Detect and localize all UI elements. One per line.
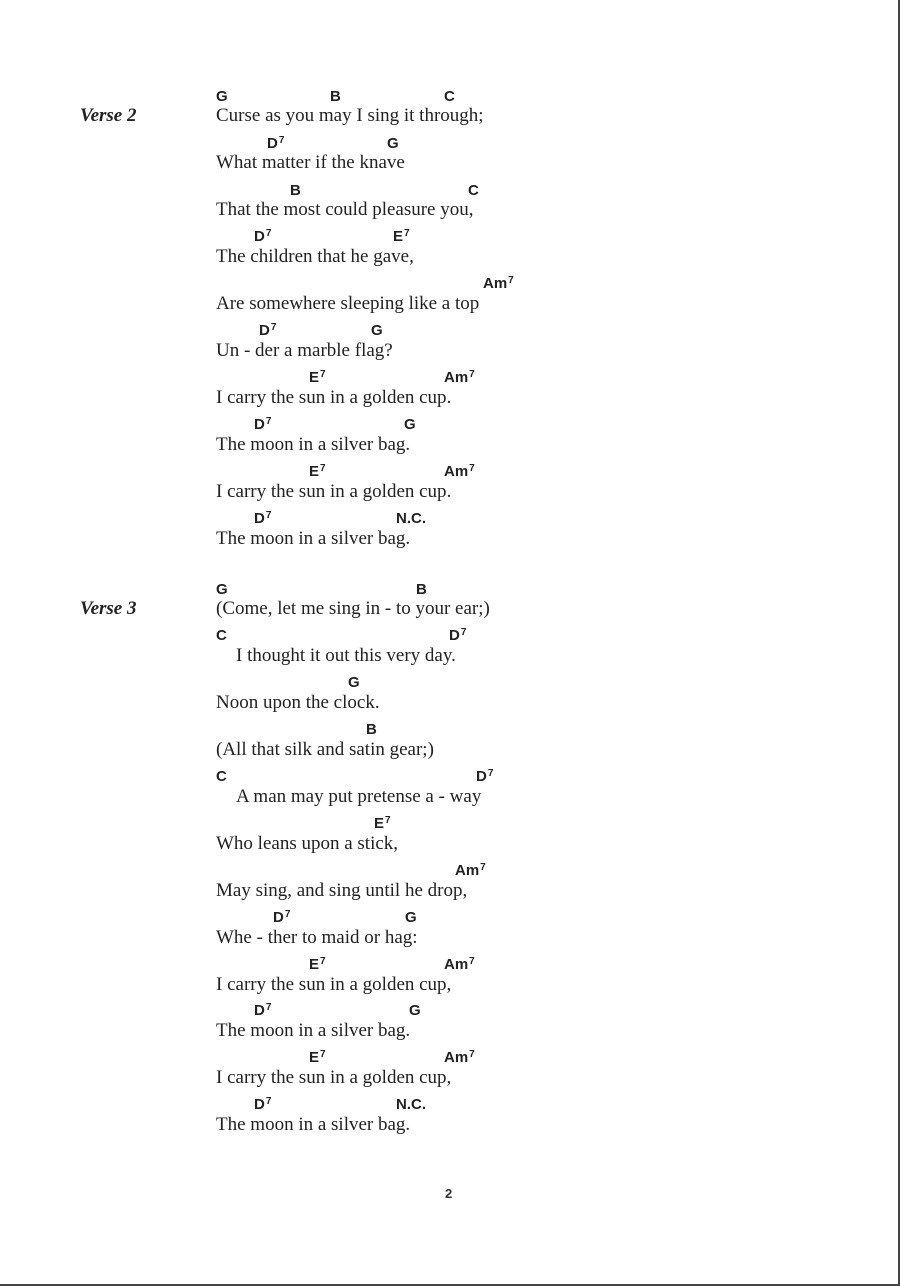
chord: C (216, 768, 227, 785)
lyric-line: I carry the sun in a golden cup. (216, 387, 452, 408)
chord: Am$^7$ (483, 275, 514, 292)
chord: $D^7$ (259, 322, 277, 339)
lyric-line: I thought it out this very day. (236, 645, 456, 666)
lyric-line: Un - der a marble flag? (216, 340, 393, 361)
chord: Am$^7$ (444, 956, 475, 973)
chord: G (216, 88, 228, 105)
chord: $E^7$ (309, 463, 326, 480)
chord: G (404, 416, 416, 433)
chord: $D^7$ (449, 627, 467, 644)
lyric-line: (Come, let me sing in - to your ear;) (216, 598, 490, 619)
chord: B (416, 581, 427, 598)
lyric-line: Noon upon the clock. (216, 692, 380, 713)
verse-2-label: Verse 2 (80, 105, 137, 126)
chord: G (387, 135, 399, 152)
chord: B (366, 721, 377, 738)
chord: Am$^7$ (455, 862, 486, 879)
chord: $D^7$ (254, 510, 272, 527)
chord: B (330, 88, 341, 105)
chord: Am$^7$ (444, 369, 475, 386)
chord: $D^7$ (254, 416, 272, 433)
chord: $E^7$ (309, 369, 326, 386)
chord: $D^7$ (267, 135, 285, 152)
lyric-line: The moon in a silver bag. (216, 528, 411, 549)
chord: G (409, 1002, 421, 1019)
chord: $D^7$ (273, 909, 291, 926)
chord: $E^7$ (309, 1049, 326, 1066)
chord: C (216, 627, 227, 644)
lyric-line: The moon in a silver bag. (216, 1020, 411, 1041)
chord: B (290, 182, 301, 199)
chord: G (371, 322, 383, 339)
lyric-line: Whe - ther to maid or hag: (216, 927, 418, 948)
chord: C (444, 88, 455, 105)
chord: $E^7$ (374, 815, 391, 832)
chord: $D^7$ (254, 228, 272, 245)
lyric-line: May sing, and sing until he drop, (216, 880, 468, 901)
lyric-line: The children that he gave, (216, 246, 414, 267)
chord: N.C. (396, 1096, 426, 1113)
lyric-line: (All that silk and satin gear;) (216, 739, 434, 760)
chord: $D^7$ (254, 1002, 272, 1019)
lyric-line: The moon in a silver bag. (216, 434, 411, 455)
lyric-line: I carry the sun in a golden cup, (216, 1067, 452, 1088)
chord: $D^7$ (476, 768, 494, 785)
lyric-line: I carry the sun in a golden cup, (216, 974, 452, 995)
chord: C (468, 182, 479, 199)
chord: G (348, 674, 360, 691)
lyric-line: That the most could pleasure you, (216, 199, 474, 220)
page-number: 2 (445, 1186, 453, 1201)
lyric-line: What matter if the knave (216, 152, 405, 173)
chord: $E^7$ (309, 956, 326, 973)
lyric-line: Who leans upon a stick, (216, 833, 399, 854)
lyric-line: Are somewhere sleeping like a top (216, 293, 480, 314)
chord: Am$^7$ (444, 1049, 475, 1066)
lyric-line: A man may put pretense a - way (236, 786, 482, 807)
chord: $D^7$ (254, 1096, 272, 1113)
lyric-line: The moon in a silver bag. (216, 1114, 411, 1135)
chord: $E^7$ (393, 228, 410, 245)
chord: G (216, 581, 228, 598)
lyric-line: Curse as you may I sing it through; (216, 105, 484, 126)
chord: N.C. (396, 510, 426, 527)
lyric-line: I carry the sun in a golden cup. (216, 481, 452, 502)
verse-3-label: Verse 3 (80, 598, 137, 619)
chord: G (405, 909, 417, 926)
chord: Am$^7$ (444, 463, 475, 480)
